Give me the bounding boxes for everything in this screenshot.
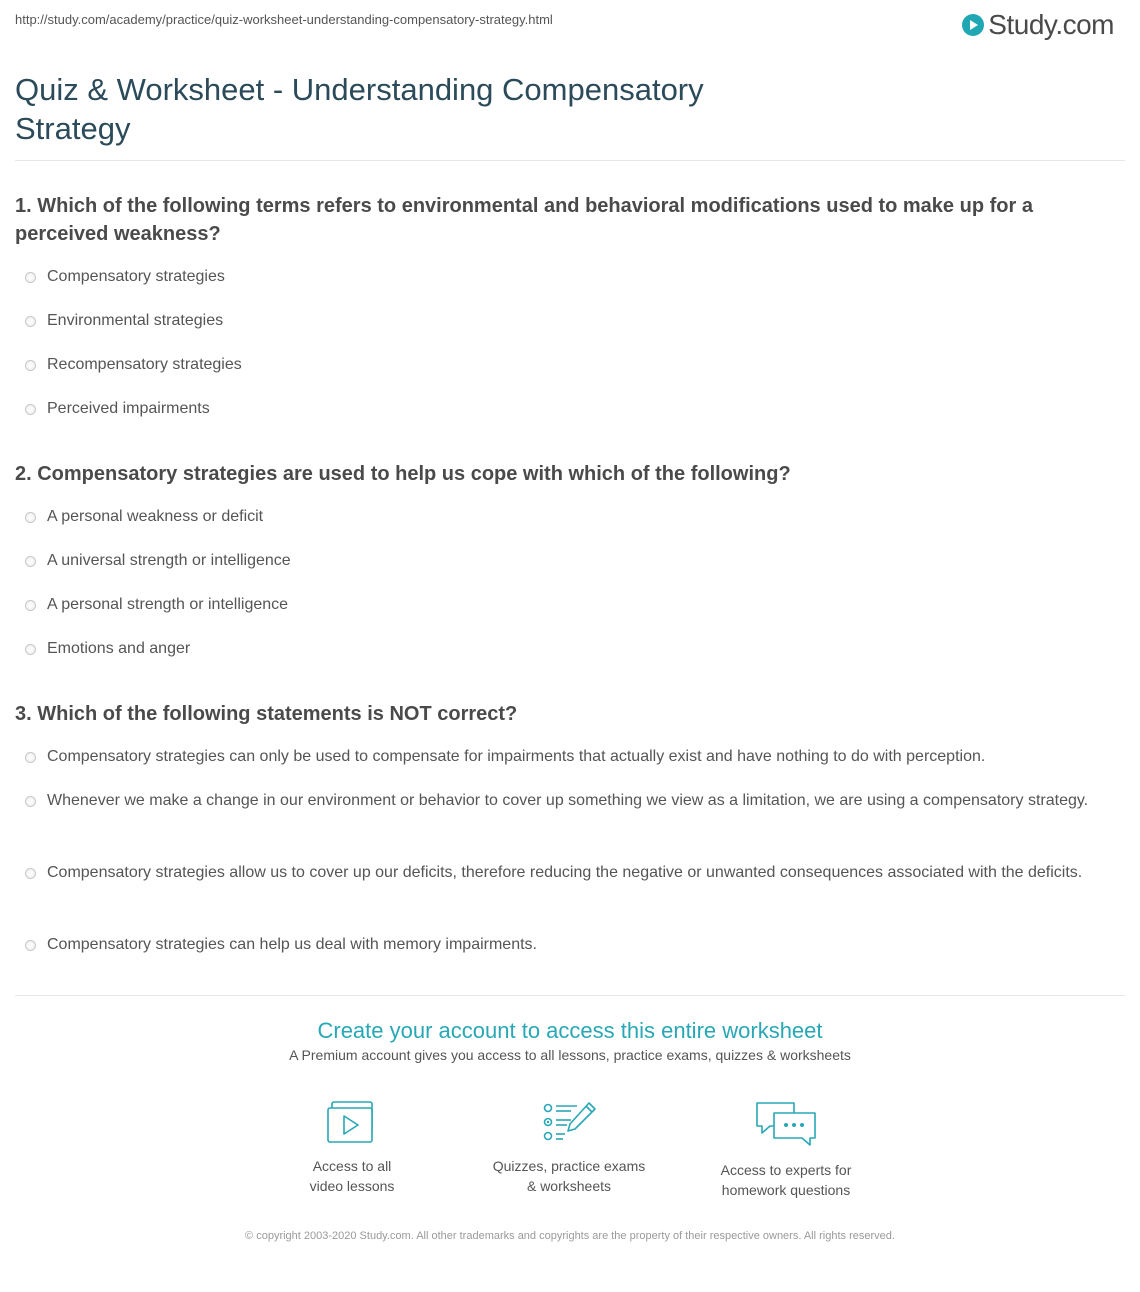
answer-option[interactable]	[22, 743, 1110, 771]
feature-quizzes	[469, 1100, 669, 1196]
answer-option[interactable]	[22, 307, 1110, 335]
radio-button[interactable]	[25, 600, 36, 611]
option-label: Recompensatory strategies	[47, 356, 242, 373]
page-title	[15, 70, 795, 148]
feature-label-line: & worksheets	[526, 1178, 612, 1194]
answer-option[interactable]	[22, 547, 1110, 575]
radio-button[interactable]	[25, 272, 36, 283]
option-label: Compensatory strategies allow us to cover up our deficits, therefore reducing the negative or unwanted consequences associated with the deficits.	[47, 864, 1083, 881]
play-icon	[962, 14, 984, 36]
feature-label-line: video lessons	[309, 1178, 395, 1194]
option-label: Environmental strategies	[47, 312, 224, 329]
radio-button[interactable]	[25, 556, 36, 567]
option-label: A personal strength or intelligence	[47, 596, 289, 613]
copyright-notice: © copyright 2003-2020 Study.com. All other trademarks and copyrights are the property of their respective owners. All rights reserved.	[245, 1230, 895, 1242]
study-logo[interactable]	[962, 8, 1114, 42]
answer-option[interactable]	[22, 395, 1110, 423]
answer-option[interactable]	[22, 351, 1110, 379]
radio-button[interactable]	[25, 752, 36, 763]
option-label: Perceived impairments	[47, 400, 210, 417]
page-url: http://study.com/academy/practice/quiz-worksheet-understanding-compensatory-strategy.html	[15, 12, 553, 27]
radio-button[interactable]	[25, 940, 36, 951]
question-1: 1. Which of the following terms refers to environmental and behavioral modifications used to make up for a perceived weakness?	[15, 195, 1033, 245]
radio-button[interactable]	[25, 404, 36, 415]
option-label: A universal strength or intelligence	[47, 552, 291, 569]
answer-option[interactable]	[22, 263, 1110, 291]
feature-label-line: Access to all	[312, 1158, 392, 1174]
feature-video-lessons	[252, 1100, 452, 1196]
question-3: 3. Which of the following statements is NOT correct?	[15, 703, 518, 725]
feature-label-line: Access to experts for	[720, 1162, 852, 1178]
radio-button[interactable]	[25, 316, 36, 327]
chat-bubbles-icon	[754, 1100, 818, 1148]
page-title-line-2: Strategy	[15, 111, 131, 146]
answer-option[interactable]	[22, 503, 1110, 531]
option-label: A personal weakness or deficit	[47, 508, 264, 525]
question-2: 2. Compensatory strategies are used to help us cope with which of the following?	[15, 463, 791, 485]
option-label: Compensatory strategies can help us deal with memory impairments.	[47, 936, 537, 953]
option-label: Emotions and anger	[47, 640, 191, 657]
answer-option[interactable]	[22, 931, 1110, 959]
title-divider	[15, 160, 1125, 161]
answer-option[interactable]	[22, 635, 1110, 663]
feature-experts	[686, 1100, 886, 1200]
section-divider	[15, 995, 1125, 996]
radio-button[interactable]	[25, 512, 36, 523]
answer-option[interactable]	[22, 787, 1110, 815]
feature-label-line: homework questions	[721, 1182, 851, 1198]
radio-button[interactable]	[25, 868, 36, 879]
radio-button[interactable]	[25, 644, 36, 655]
radio-button[interactable]	[25, 796, 36, 807]
page-title-line-1: Quiz & Worksheet - Understanding Compensatory	[15, 72, 704, 107]
premium-description: A Premium account gives you access to all lessons, practice exams, quizzes & worksheets	[289, 1047, 851, 1063]
create-account-link[interactable]: Create your account to access this entire worksheet	[317, 1018, 823, 1043]
feature-label-line: Quizzes, practice exams	[492, 1158, 646, 1174]
quiz-checklist-icon	[541, 1100, 597, 1144]
logo-text: Study.com	[988, 9, 1114, 40]
option-label: Whenever we make a change in our environment or behavior to cover up something we view as a limitation, we are using a compensatory strategy.	[47, 792, 1089, 809]
video-lessons-icon	[326, 1100, 378, 1144]
radio-button[interactable]	[25, 360, 36, 371]
option-label: Compensatory strategies can only be used to compensate for impairments that actually exist and have nothing to do with perception.	[47, 748, 986, 765]
answer-option[interactable]	[22, 859, 1110, 887]
answer-option[interactable]	[22, 591, 1110, 619]
option-label: Compensatory strategies	[47, 268, 225, 285]
